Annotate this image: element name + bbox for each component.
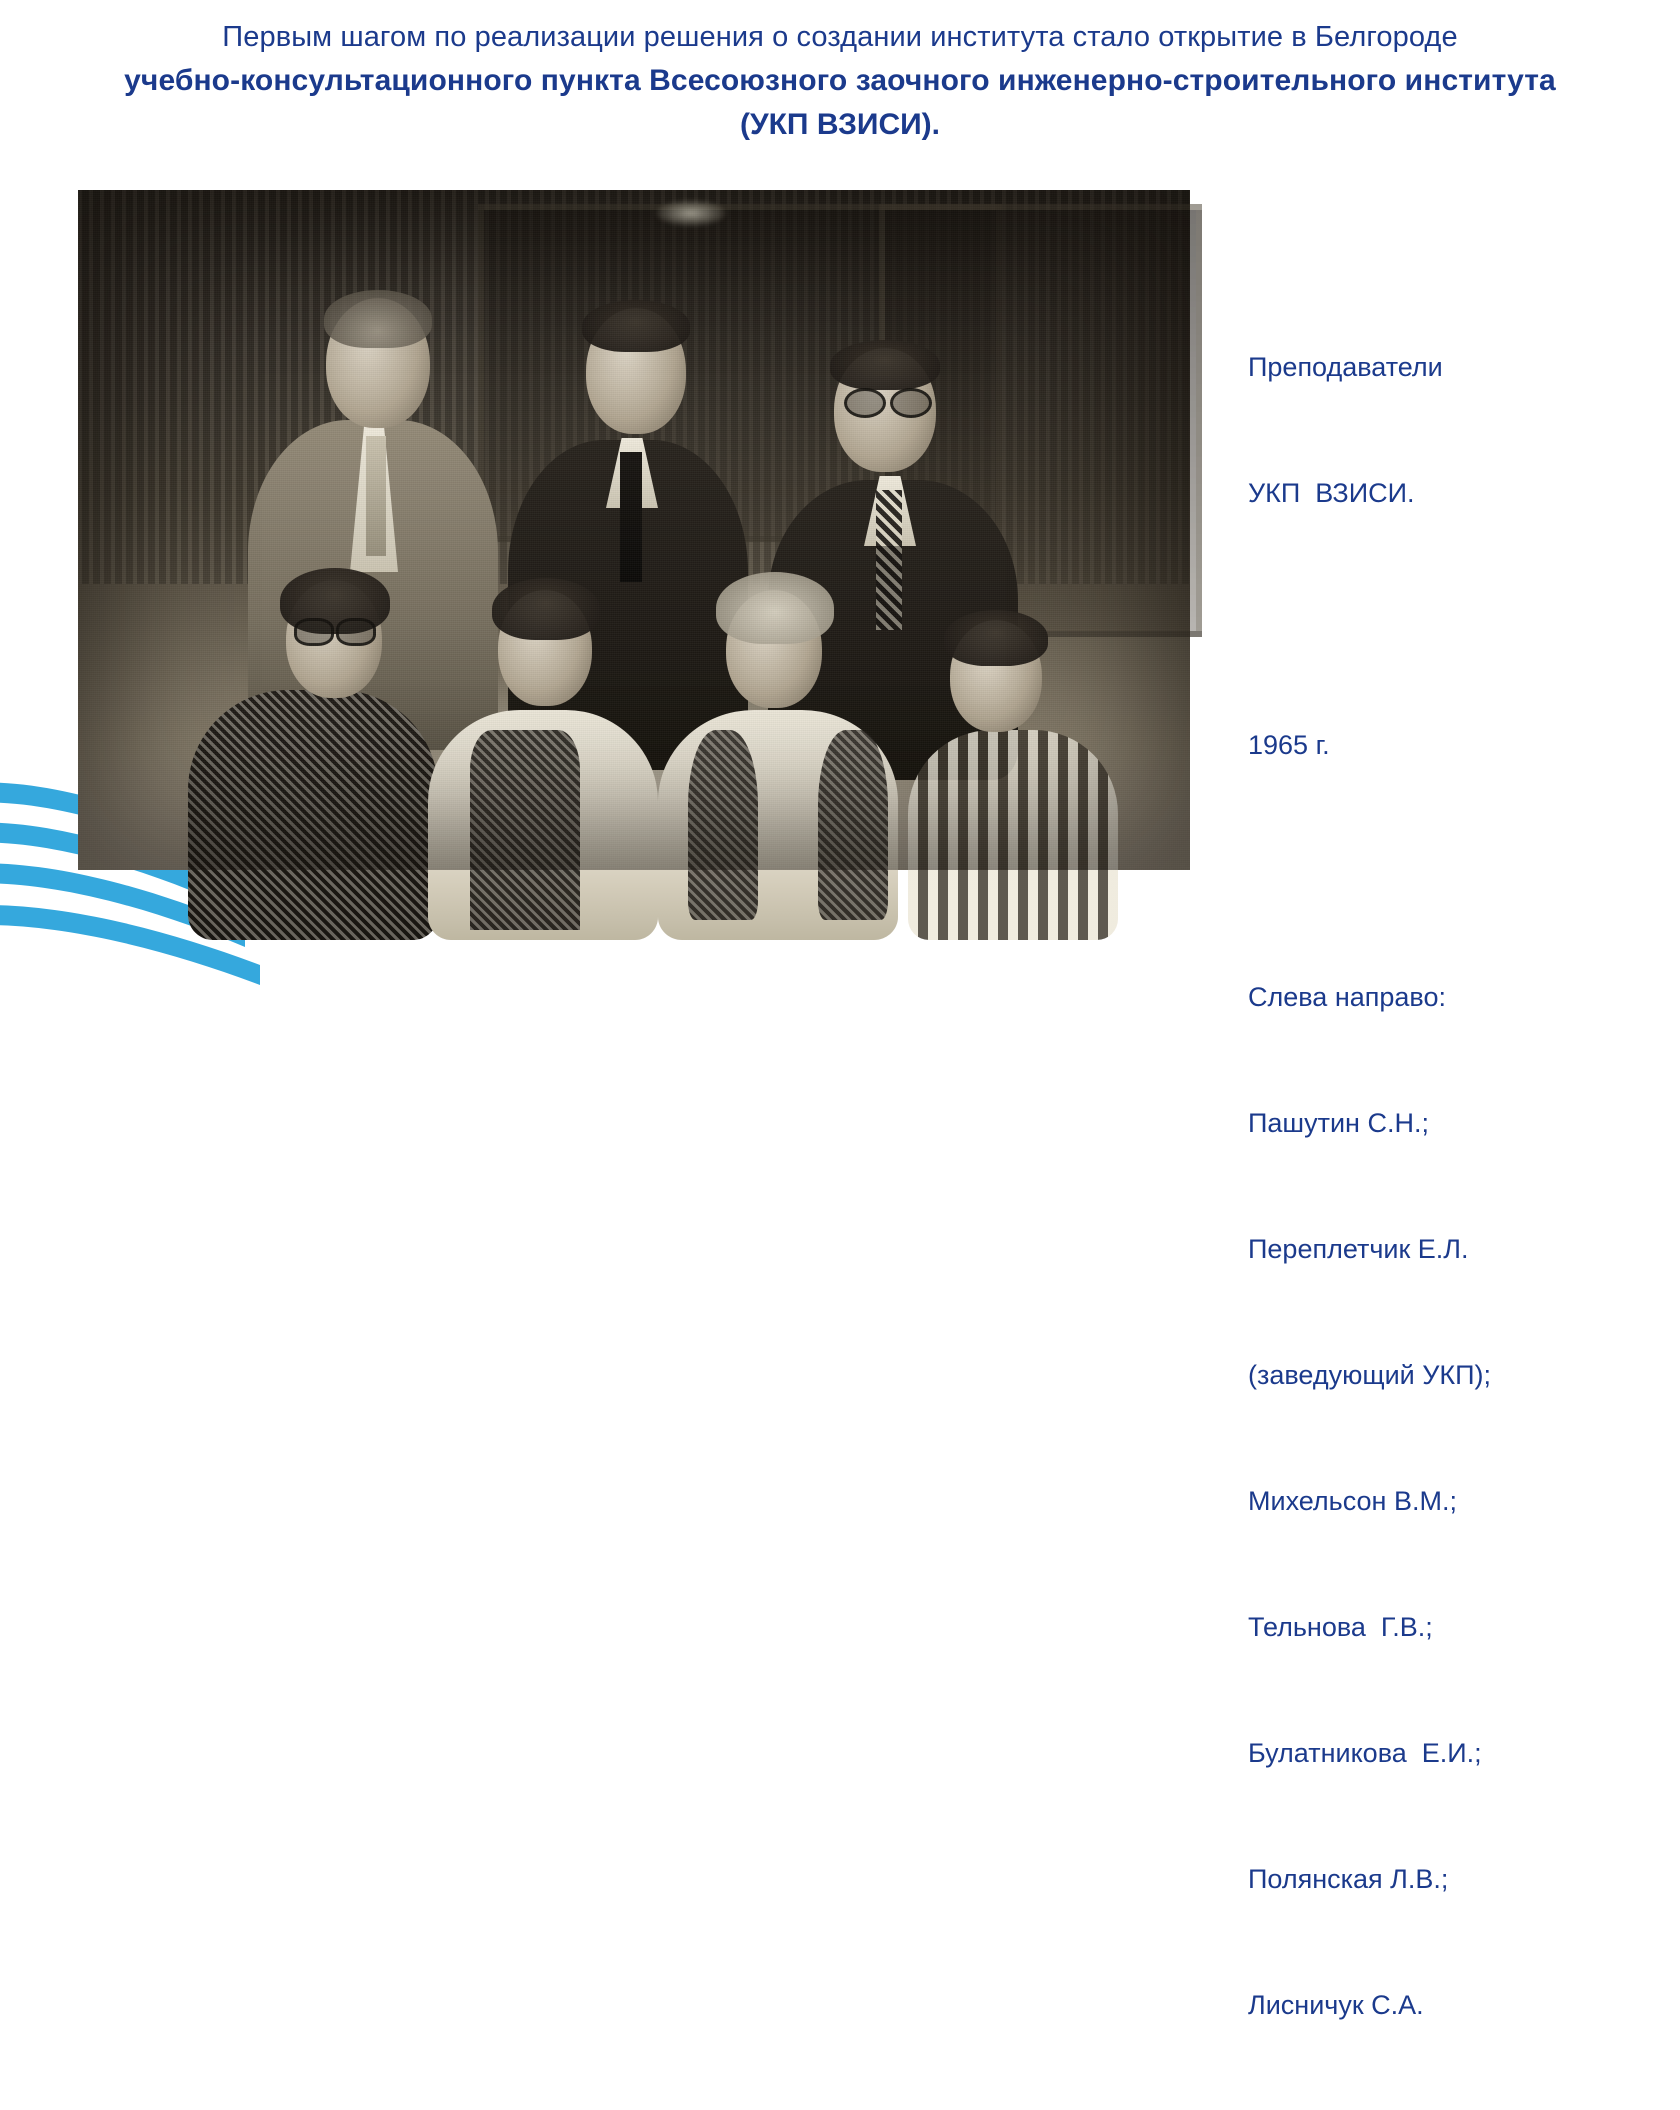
caption-spacer-2 — [1248, 850, 1648, 892]
caption-name: Булатникова Е.И.; — [1248, 1738, 1482, 1768]
title-line-3: (УКП ВЗИСИ). — [739, 108, 941, 141]
group-photo — [78, 190, 1190, 870]
caption-name: Михельсон В.М.; — [1248, 1486, 1457, 1516]
caption-order-label: Слева направо: — [1248, 982, 1446, 1012]
caption-name: Пашутин С.Н.; — [1248, 1108, 1429, 1138]
caption-line-2: УКП ВЗИСИ. — [1248, 478, 1415, 508]
photo-surface — [78, 190, 1190, 870]
caption-name: Лисничук С.А. — [1248, 1990, 1424, 2020]
caption-line-1: Преподаватели — [1248, 352, 1443, 382]
photo-caption — [1248, 262, 1648, 2110]
title-line-1: Первым шагом по реализации решения о создании института стало открытие в Белгороде — [222, 21, 1458, 53]
caption-name: Тельнова Г.В.; — [1248, 1612, 1433, 1642]
slide-title — [90, 16, 1590, 147]
caption-name: Переплетчик Е.Л. — [1248, 1234, 1469, 1264]
title-line-2: учебно-консультационного пункта Всесоюзного заочного инженерно-строительного института — [124, 64, 1556, 97]
caption-name: (заведующий УКП); — [1248, 1360, 1492, 1390]
caption-name: Полянская Л.В.; — [1248, 1864, 1449, 1894]
caption-year: 1965 г. — [1248, 730, 1330, 760]
caption-spacer-1 — [1248, 598, 1648, 640]
